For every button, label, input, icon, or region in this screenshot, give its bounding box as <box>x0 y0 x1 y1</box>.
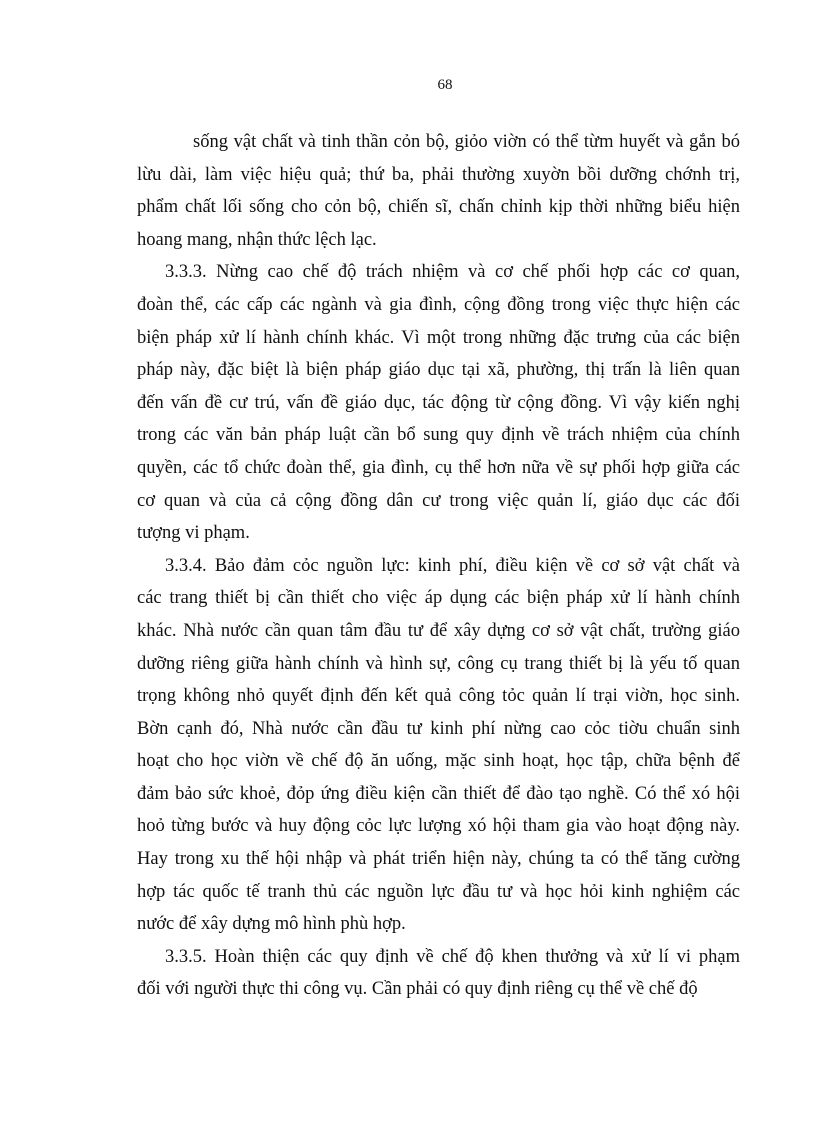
text-line: nước để xây dựng mô hình phù hợp. <box>137 914 406 935</box>
text-line: biện pháp xử lí hành chính khác. Vì một trong những đặc trưng của các biện <box>137 327 740 348</box>
text-line: 3.3.4. Bảo đảm cỏc nguồn lực: kinh phí, điều kiện về cơ sở vật chất và <box>165 555 740 576</box>
text-line: lừu dài, làm việc hiệu quả; thứ ba, phải thường xuyờn bồi dưỡng chớnh trị, <box>137 164 740 185</box>
text-line: hoạt cho học viờn về chế độ ăn uống, mặc sinh hoạt, học tập, chữa bệnh để <box>137 751 740 772</box>
text-line: đến vấn đề cư trú, vấn đề giáo dục, tác động từ cộng đồng. Vì vậy kiến nghị <box>137 392 740 413</box>
text-line: quyền, các tổ chức đoàn thể, gia đình, cụ thể hơn nữa về sự phối hợp giữa các <box>137 457 740 478</box>
text-line: sống vật chất và tinh thần cỏn bộ, giỏo viờn có thể từm huyết và gắn bó <box>193 132 740 152</box>
paragraph-1 <box>137 126 740 256</box>
text-line: đối với người thực thi công vụ. Cần phải có quy định riêng cụ thể về chế độ <box>137 979 698 1000</box>
body-text <box>137 126 740 1006</box>
text-line: 3.3.3. Nừng cao chế độ trách nhiệm và cơ chế phối hợp các cơ quan, <box>165 262 740 283</box>
text-line: Bờn cạnh đó, Nhà nước cần đầu tư kinh phí nừng cao cỏc tiờu chuẩn sinh <box>137 718 740 739</box>
page-number: 68 <box>437 77 453 93</box>
paragraph-2 <box>137 256 740 549</box>
text-line: dưỡng riêng giữa hành chính và hình sự, công cụ trang thiết bị là yếu tố quan <box>137 653 740 674</box>
text-line: đoàn thể, các cấp các ngành và gia đình, cộng đồng trong việc thực hiện các <box>137 294 740 315</box>
text-line: hoang mang, nhận thức lệch lạc. <box>137 229 377 250</box>
text-line: tượng vi phạm. <box>137 523 250 544</box>
text-line: khác. Nhà nước cần quan tâm đầu tư để xây dựng cơ sở vật chất, trường giáo <box>137 620 740 641</box>
paragraph-3 <box>137 550 740 941</box>
paragraph-4 <box>137 941 740 1006</box>
text-line: 3.3.5. Hoàn thiện các quy định về chế độ khen thưởng và xử lí vi phạm <box>165 946 740 967</box>
text-line: hợp tác quốc tế tranh thủ các nguồn lực đầu tư và học hỏi kinh nghiệm các <box>137 881 740 902</box>
text-line: pháp này, đặc biệt là biện pháp giáo dục tại xã, phường, thị trấn là liên quan <box>137 360 740 381</box>
text-line: trọng không nhỏ quyết định đến kết quả công tỏc quản lí trại viờn, học sinh. <box>137 686 740 707</box>
text-line: trong các văn bản pháp luật cần bổ sung quy định về trách nhiệm của chính <box>137 425 740 446</box>
text-line: cơ quan và của cả cộng đồng dân cư trong việc quản lí, giáo dục các đối <box>137 490 740 511</box>
text-line: phẩm chất lối sống cho cỏn bộ, chiến sĩ, chấn chỉnh kịp thời những biểu hiện <box>137 197 740 218</box>
text-line: đảm bảo sức khoẻ, đỏp ứng điều kiện cần thiết để đào tạo nghề. Có thể xó hội <box>137 783 740 804</box>
text-line: các trang thiết bị cần thiết cho việc áp dụng các biện pháp xử lí hành chính <box>137 588 740 609</box>
text-line: hoỏ từng bước và huy động cỏc lực lượng xó hội tham gia vào hoạt động này. <box>137 816 740 837</box>
text-line: Hay trong xu thế hội nhập và phát triển hiện này, chúng ta có thể tăng cường <box>137 849 740 870</box>
